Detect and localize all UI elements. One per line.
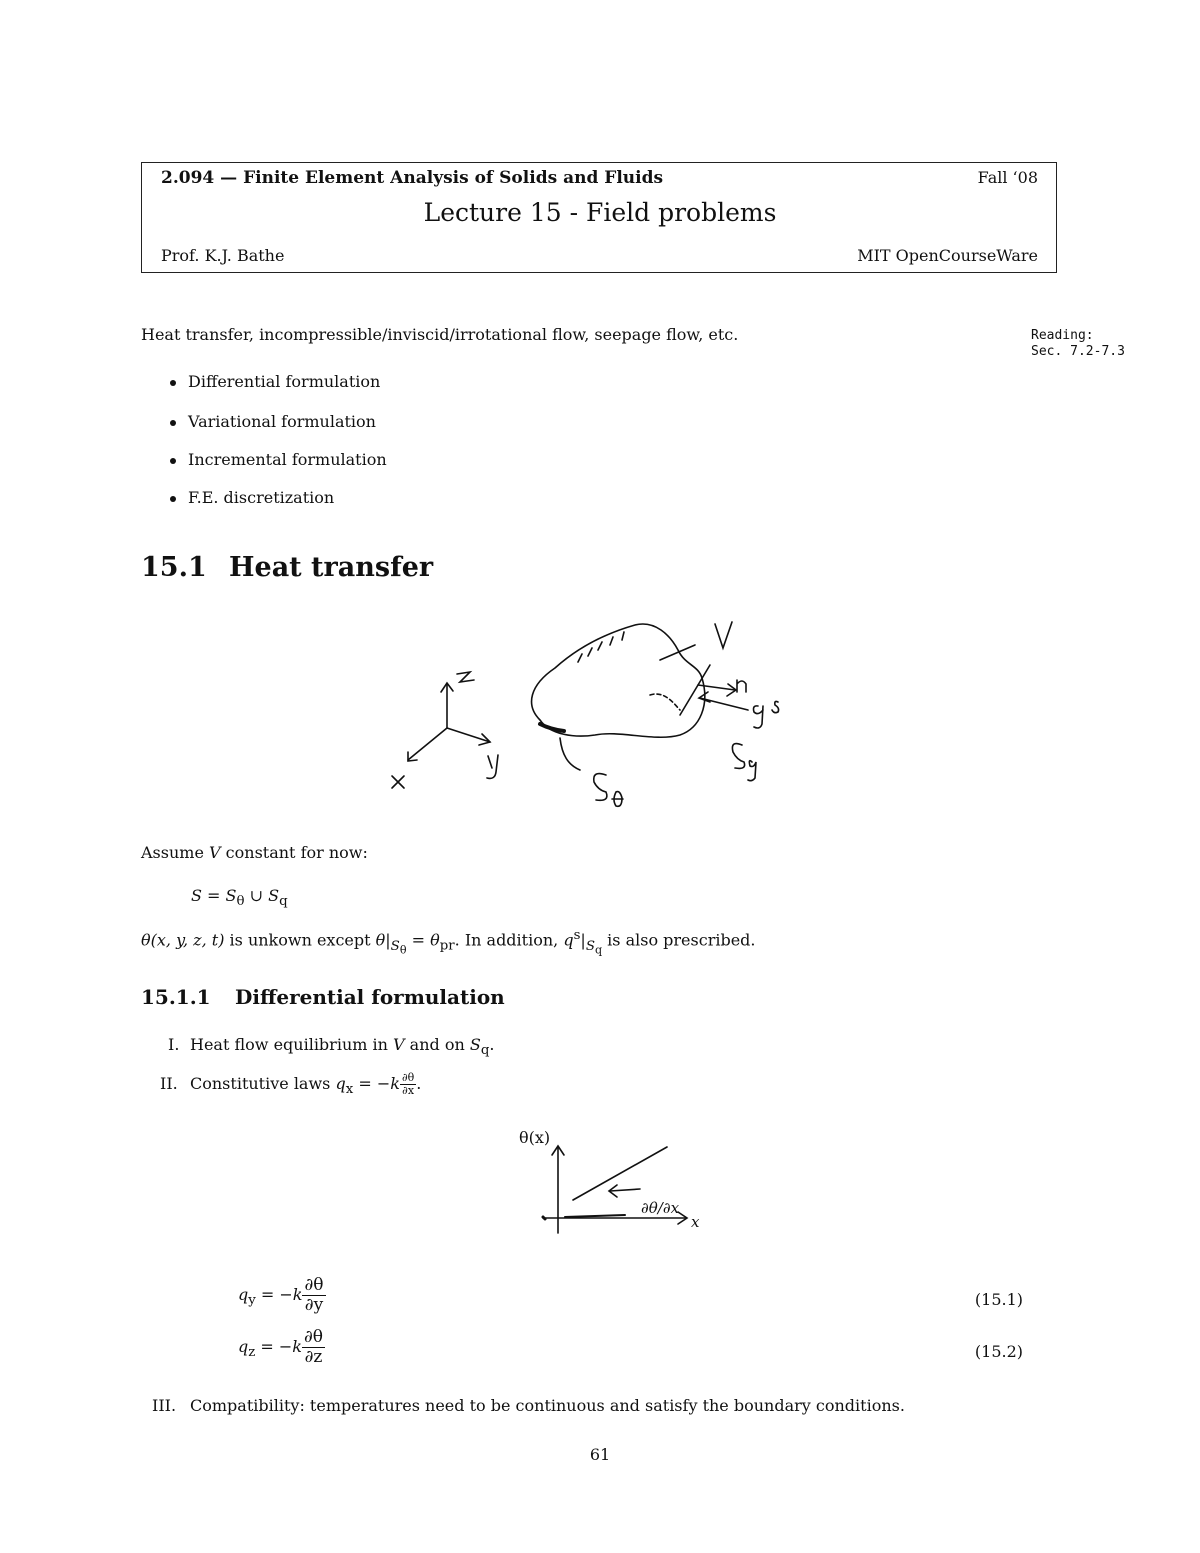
bullet-icon [170, 496, 176, 502]
flux-arrow [700, 698, 748, 710]
list-item: Variational formulation [170, 412, 376, 431]
law-item-2: II. Constitutive laws $q_x = -k$ $\frac{\partial\theta}{\partial x}$ . [160, 1071, 422, 1098]
list-item: Incremental formulation [170, 450, 387, 469]
temperature-gradient-figure [515, 1125, 735, 1240]
theta-axis-label: θ(x) [519, 1128, 551, 1147]
equation-number: (15.1) [974, 1290, 1023, 1309]
section-title: Heat transfer [229, 552, 434, 583]
course-title: 2.094 — Finite Element Analysis of Solids and Fluids [161, 168, 664, 188]
list-item: Differential formulation [170, 372, 380, 391]
label-s-superscript [772, 701, 779, 712]
axis-label-x [392, 776, 404, 788]
lecture-title: Lecture 15 - Field problems [423, 198, 777, 227]
union-equation: $S = S_\theta$ ∪ $S_q$ [191, 886, 288, 910]
subsection-title: Differential formulation [235, 985, 505, 1009]
subsection-heading [141, 985, 505, 1009]
v-leader-line [660, 645, 695, 660]
theta-line [573, 1147, 667, 1200]
label-V [715, 622, 732, 648]
domain-outline [532, 624, 705, 737]
bullet-icon [170, 420, 176, 426]
reading-label: Reading: [1031, 328, 1094, 343]
page-number: 61 [589, 1445, 611, 1464]
label-q [754, 706, 764, 728]
heat-domain-figure [380, 610, 800, 810]
bullet-icon [170, 380, 176, 386]
professor-name: Prof. K.J. Bathe [161, 246, 285, 265]
axis-label-z [457, 672, 474, 682]
slope-arrow [610, 1189, 640, 1191]
axis-label-y [487, 755, 498, 778]
coordinate-axes [392, 672, 498, 788]
fraction: $\frac{\partial\theta}{\partial y}$ [304, 1275, 324, 1315]
section-heading [141, 552, 433, 583]
reading-ref: Sec. 7.2-7.3 [1031, 344, 1125, 359]
label-S-q [732, 744, 744, 769]
source-label: MIT OpenCourseWare [857, 246, 1038, 265]
law-item-1: I. Heat flow equilibrium in V and on $S_q$. [168, 1035, 495, 1059]
label-S-theta [594, 774, 607, 801]
label-n [737, 680, 746, 692]
slope-label: ∂θ/∂x [641, 1199, 680, 1217]
subsection-number: 15.1.1 [141, 985, 211, 1009]
list-item: F.E. discretization [170, 488, 334, 507]
fraction: $\frac{\partial\theta}{\partial z}$ [303, 1327, 323, 1367]
section-number: 15.1 [141, 552, 207, 583]
equation-15-1: $q_y = -k$ $\frac{\partial\theta}{\partial y}$ [238, 1275, 324, 1315]
dashed-curve [650, 694, 680, 710]
reading-note [1031, 328, 1125, 360]
intro-text: Heat transfer, incompressible/inviscid/irrotational flow, seepage flow, etc. [141, 325, 739, 344]
label-q-sub [748, 761, 756, 781]
equation-number: (15.2) [974, 1342, 1023, 1361]
x-axis-label: x [691, 1213, 700, 1231]
unknown-statement: θ(x, y, z, t) is unkown except $\theta|_{S_\theta} = \theta_{pr}$. In addition, $q^s|_{S_q}$ is also prescribed. [141, 928, 756, 957]
s-theta-leader [560, 738, 580, 770]
term-label: Fall ‘08 [977, 168, 1038, 187]
equation-15-2: $q_z = -k$ $\frac{\partial\theta}{\partial z}$ [238, 1327, 323, 1367]
assume-line: Assume V constant for now: [141, 843, 368, 862]
label-theta-sub [612, 792, 623, 807]
law-item-3: III. Compatibility: temperatures need to be continuous and satisfy the boundary conditions. [152, 1396, 905, 1415]
fraction: $\frac{\partial\theta}{\partial x}$ [401, 1071, 415, 1097]
bullet-icon [170, 458, 176, 464]
normal-line [680, 665, 710, 715]
prescribed-temp-boundary [540, 724, 564, 731]
